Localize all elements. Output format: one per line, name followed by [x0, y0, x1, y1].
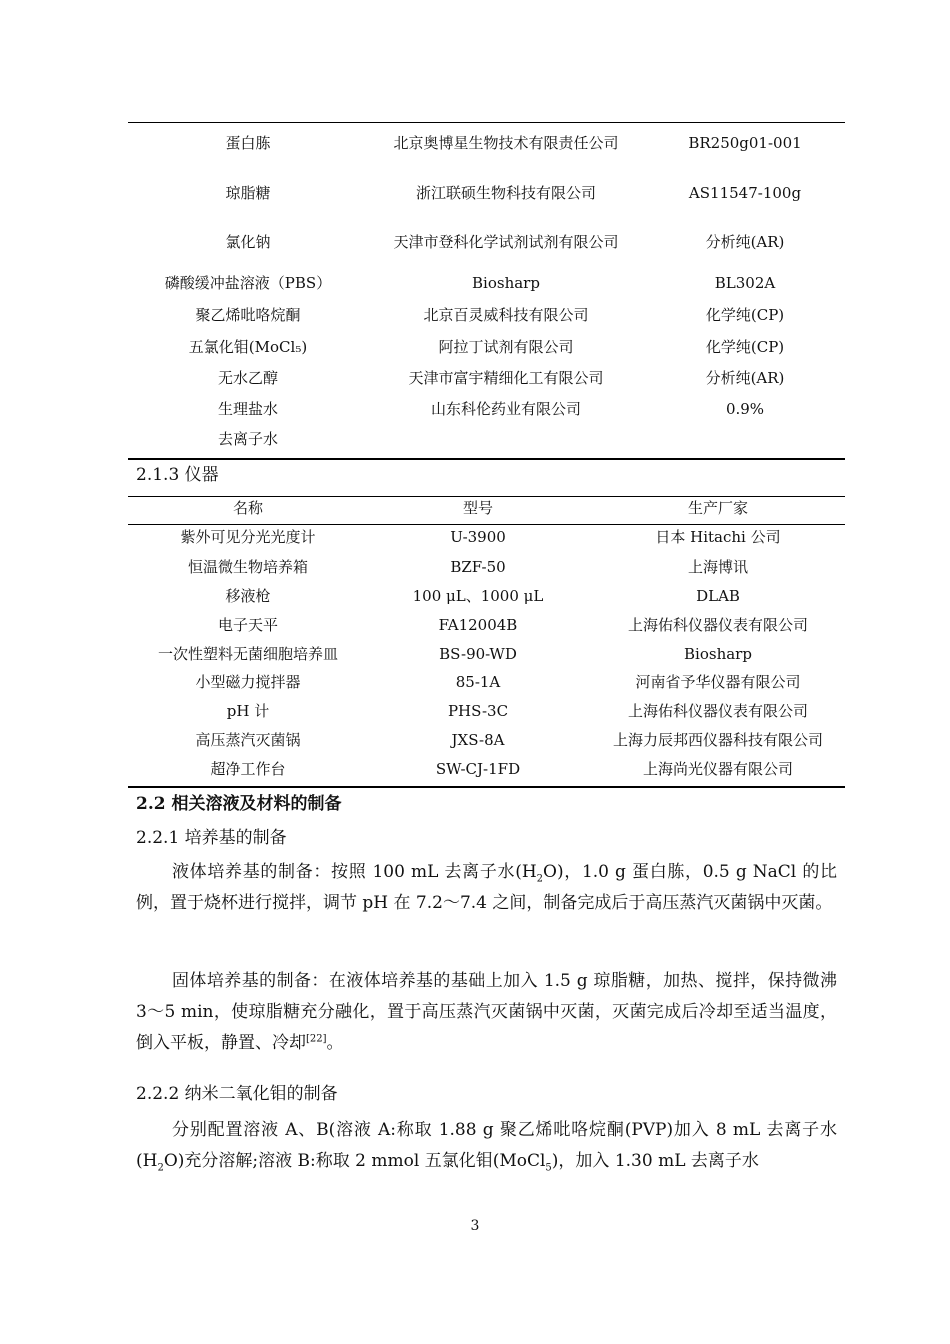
- table-cell: FA12004B: [438, 616, 518, 634]
- table-cell: 山东科伦药业有限公司: [430, 400, 582, 418]
- table-cell: BS-90-WD: [439, 645, 517, 663]
- table-cell: PHS-3C: [447, 702, 509, 720]
- table-cell: 上海佑科仪器仪表有限公司: [627, 702, 809, 720]
- table-cell: 五氯化钼(MoCl₅): [188, 338, 308, 356]
- instruments-header-rule: [128, 524, 845, 525]
- table-cell: 一次性塑料无菌细胞培养皿: [157, 645, 339, 663]
- table-cell: 移液枪: [225, 587, 271, 605]
- table-cell: 紫外可见分光光度计: [180, 528, 316, 546]
- table-cell: JXS-8A: [451, 731, 505, 749]
- table-cell: pH 计: [226, 702, 270, 720]
- instruments-table-bottom-rule: [128, 786, 845, 788]
- table-cell: 上海尚光仪器有限公司: [642, 760, 794, 778]
- table-cell: Biosharp: [472, 274, 540, 292]
- table-cell: 超净工作台: [210, 760, 286, 778]
- table-cell: DLAB: [696, 587, 740, 605]
- table-cell: 电子天平: [217, 616, 279, 634]
- table-cell: 0.9%: [725, 400, 765, 418]
- table-cell: SW-CJ-1FD: [435, 760, 521, 778]
- paragraph-solid-medium: 固体培养基的制备：在液体培养基的基础上加入 1.5 g 琼脂糖，加热、搅拌，保持微沸 3～5 min，使琼脂糖充分融化，置于高压蒸汽灭菌锅中灭菌，灭菌完成后冷却至适当温度，倒入平板，静置、冷却[22]。: [136, 971, 837, 1053]
- table-cell: 蛋白胨: [225, 134, 271, 152]
- column-header-name: 名称: [232, 499, 264, 517]
- section-heading-instruments: 2.1.3 仪器: [136, 465, 219, 485]
- section-heading-2-2-2: 2.2.2 纳米二氧化钼的制备: [136, 1084, 338, 1104]
- table-cell: 恒温微生物培养箱: [187, 558, 309, 576]
- column-header-model: 型号: [462, 499, 494, 517]
- table-cell: 分析纯(AR): [705, 233, 785, 251]
- table-cell: 100 μL、1000 μL: [412, 587, 544, 605]
- table-cell: 天津市富宇精细化工有限公司: [408, 369, 604, 387]
- table-bottom-rule: [128, 458, 845, 460]
- table-cell: 高压蒸汽灭菌锅: [195, 731, 301, 749]
- section-heading-2-2-1: 2.2.1 培养基的制备: [136, 828, 287, 848]
- table-cell: 聚乙烯吡咯烷酮: [195, 306, 301, 324]
- table-cell: 北京百灵威科技有限公司: [423, 306, 589, 324]
- table-cell: 琼脂糖: [225, 184, 271, 202]
- table-cell: Biosharp: [684, 645, 752, 663]
- table-cell: 生理盐水: [217, 400, 279, 418]
- table-cell: 河南省予华仪器有限公司: [635, 673, 801, 691]
- table-cell: BL302A: [714, 274, 776, 292]
- table-cell: 阿拉丁试剂有限公司: [438, 338, 574, 356]
- table-cell: 上海佑科仪器仪表有限公司: [627, 616, 809, 634]
- table-cell: 无水乙醇: [217, 369, 279, 387]
- table-cell: BZF-50: [450, 558, 506, 576]
- table-cell: 化学纯(CP): [705, 338, 785, 356]
- table-cell: 北京奥博星生物技术有限责任公司: [393, 134, 619, 152]
- section-heading-2-2: 2.2 相关溶液及材料的制备: [136, 794, 342, 814]
- table-top-rule: [128, 122, 845, 123]
- instruments-table-top-rule: [128, 496, 845, 497]
- table-cell: 浙江联硕生物科技有限公司: [415, 184, 597, 202]
- paragraph-liquid-medium: 液体培养基的制备：按照 100 mL 去离子水$(H_2O)$，1.0 g 蛋白胨，0.5 g NaCl 的比例，置于烧杯进行搅拌，调节 pH 在 7.2～7.4 之间，制备完成后于高压蒸汽灭菌锅中灭菌。: [136, 862, 837, 913]
- table-cell: BR250g01-001: [688, 134, 802, 152]
- paragraph-nano-moo2: 分别配置溶液 A、B(溶液 A:称取 1.88 g 聚乙烯吡咯烷酮(PVP)加入 8 mL 去离子水$(H_2O)$充分溶解;溶液 B:称取 2 mmol 五氯化钼(MoCl$_5$)，加入 1.30 mL 去离子水: [136, 1120, 837, 1174]
- table-cell: 磷酸缓冲盐溶液（PBS）: [164, 274, 332, 292]
- table-cell: 天津市登科化学试剂试剂有限公司: [393, 233, 619, 251]
- table-cell: 小型磁力搅拌器: [195, 673, 301, 691]
- table-cell: 化学纯(CP): [705, 306, 785, 324]
- table-cell: U-3900: [450, 528, 506, 546]
- table-cell: 氯化钠: [225, 233, 271, 251]
- page-number: 3: [470, 1218, 480, 1234]
- table-cell: 85-1A: [455, 673, 501, 691]
- table-cell: 去离子水: [217, 430, 279, 448]
- table-cell: 分析纯(AR): [705, 369, 785, 387]
- table-cell: 上海博讯: [687, 558, 749, 576]
- table-cell: AS11547-100g: [688, 184, 802, 202]
- column-header-manufacturer: 生产厂家: [687, 499, 749, 517]
- table-cell: 日本 Hitachi 公司: [655, 528, 781, 546]
- table-cell: 上海力辰邦西仪器科技有限公司: [612, 731, 824, 749]
